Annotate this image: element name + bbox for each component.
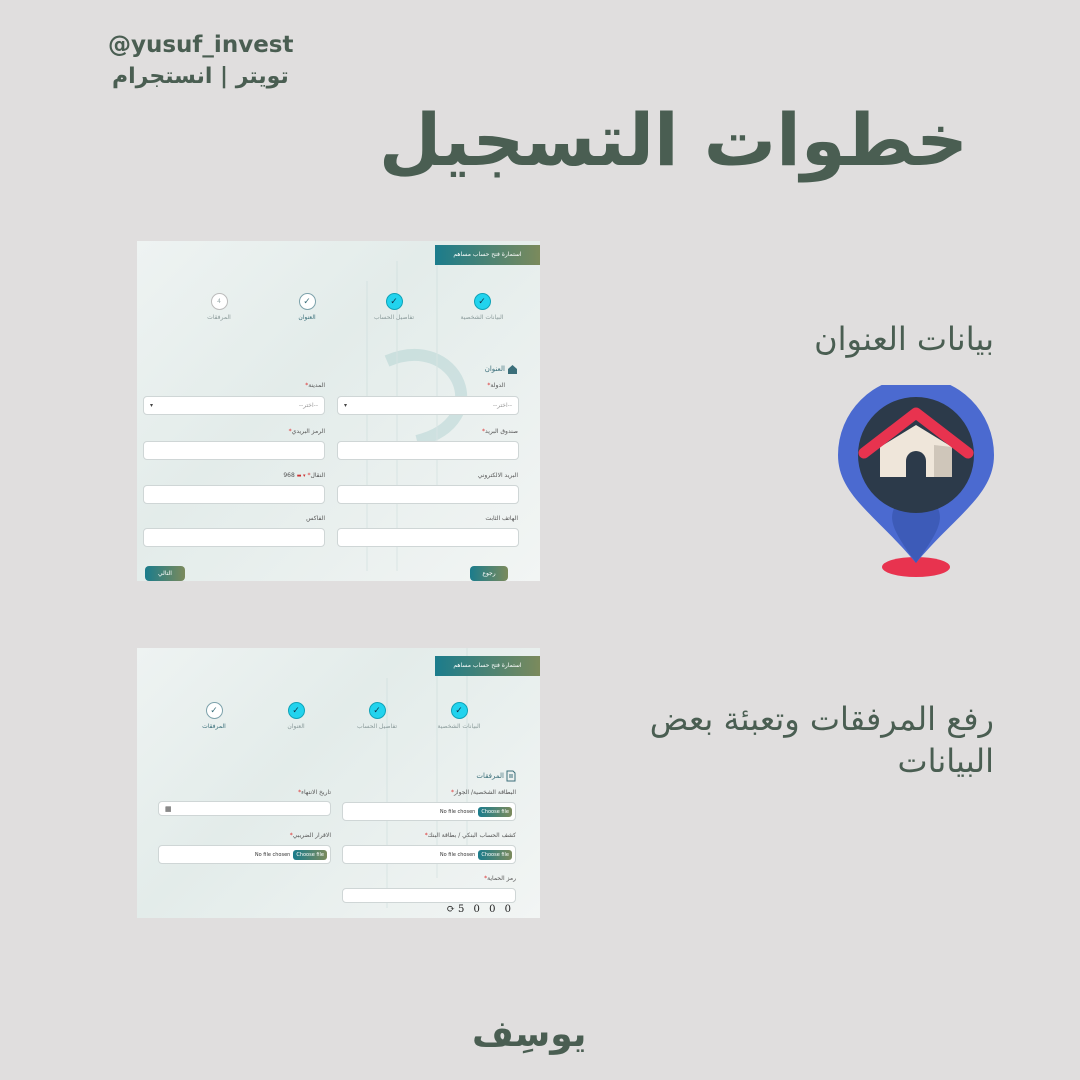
email-label: البريد الالكتروني bbox=[477, 472, 518, 479]
mobile-label: النقال* ▾ ▬ 968 bbox=[283, 472, 325, 479]
chevron-down-icon: ▾ bbox=[344, 402, 348, 409]
bank-statement-file-input[interactable] bbox=[342, 845, 516, 864]
choose-file-button[interactable]: Choose file bbox=[293, 850, 327, 860]
postal-code-label: الرمز البريدي* bbox=[288, 428, 325, 435]
choose-file-button[interactable]: Choose file bbox=[478, 850, 512, 860]
step-label: العنوان bbox=[298, 314, 316, 321]
step-account-details[interactable] bbox=[352, 702, 402, 730]
captcha-image: ⟳5 0 0 0 bbox=[446, 904, 514, 915]
security-code-input[interactable] bbox=[342, 888, 516, 903]
step-label: المرفقات bbox=[207, 314, 231, 321]
country-select[interactable] bbox=[337, 396, 519, 415]
select-placeholder: --اختر-- bbox=[492, 402, 512, 409]
check-icon: ✓ bbox=[474, 293, 491, 310]
social-handle: @yusuf_invest bbox=[108, 32, 294, 58]
step-attachments[interactable] bbox=[194, 293, 244, 321]
step-label: تفاصيل الحساب bbox=[356, 723, 398, 730]
step-label: العنوان bbox=[287, 723, 305, 730]
file-status: No file chosen bbox=[439, 851, 476, 858]
section-title: المرفقات bbox=[476, 770, 516, 782]
fax-label: الفاكس bbox=[306, 515, 325, 522]
check-icon: ✓ bbox=[369, 702, 386, 719]
step-address[interactable] bbox=[282, 293, 332, 321]
postal-code-input[interactable] bbox=[143, 441, 325, 460]
section-title: العنوان bbox=[485, 364, 518, 374]
home-icon bbox=[507, 364, 518, 374]
check-icon: ✓ bbox=[206, 702, 223, 719]
landline-input[interactable] bbox=[337, 528, 519, 547]
choose-file-button[interactable]: Choose file bbox=[478, 807, 512, 817]
step-label: البيانات الشخصية bbox=[460, 314, 504, 321]
country-label: الدولة* bbox=[487, 382, 505, 389]
expiry-date-label: تاريخ الانتهاء* bbox=[298, 789, 331, 796]
mobile-input[interactable] bbox=[143, 485, 325, 504]
check-icon: ✓ bbox=[288, 702, 305, 719]
step-circle: 4 bbox=[211, 293, 228, 310]
signature-logo: يوسِف bbox=[472, 1014, 587, 1055]
step-label: البيانات الشخصية bbox=[437, 723, 481, 730]
back-button[interactable]: رجوع bbox=[470, 566, 508, 581]
check-icon: ✓ bbox=[451, 702, 468, 719]
step-address[interactable] bbox=[271, 702, 321, 730]
step-attachments[interactable] bbox=[189, 702, 239, 730]
refresh-icon[interactable]: ⟳ bbox=[446, 904, 458, 915]
fax-input[interactable] bbox=[143, 528, 325, 547]
address-form-screenshot bbox=[137, 241, 540, 581]
email-input[interactable] bbox=[337, 485, 519, 504]
location-pin-house-icon bbox=[836, 385, 996, 580]
po-box-input[interactable] bbox=[337, 441, 519, 460]
landline-label: الهاتف الثابت bbox=[485, 515, 518, 522]
document-icon bbox=[506, 770, 516, 782]
platforms-text: تويتر | انستجرام bbox=[112, 64, 289, 89]
expiry-date-input[interactable] bbox=[158, 801, 331, 816]
security-code-label: رمز الحماية* bbox=[484, 875, 516, 882]
bank-statement-label: كشف الحساب البنكي / بطاقة البنك* bbox=[424, 832, 516, 839]
step-label: المرفقات bbox=[202, 723, 226, 730]
flag-icon: ▾ ▬ bbox=[296, 473, 306, 479]
step-personal-data[interactable] bbox=[457, 293, 507, 321]
check-icon: ✓ bbox=[386, 293, 403, 310]
tax-declaration-file-input[interactable] bbox=[158, 845, 331, 864]
file-status: No file chosen bbox=[439, 808, 476, 815]
city-label: المدينة* bbox=[305, 382, 325, 389]
form-header: استمارة فتح حساب مساهم bbox=[435, 656, 540, 676]
step-account-details[interactable] bbox=[369, 293, 419, 321]
country-code: 968 bbox=[283, 472, 295, 479]
id-passport-file-input[interactable] bbox=[342, 802, 516, 821]
check-icon: ✓ bbox=[299, 293, 316, 310]
po-box-label: صندوق البريد* bbox=[482, 428, 518, 435]
file-status: No file chosen bbox=[254, 851, 291, 858]
form-header: استمارة فتح حساب مساهم bbox=[435, 245, 540, 265]
background-pattern bbox=[137, 648, 540, 918]
step-personal-data[interactable] bbox=[434, 702, 484, 730]
calendar-icon[interactable]: ▦ bbox=[165, 804, 172, 813]
next-button[interactable]: التالي bbox=[145, 566, 185, 581]
step-label: تفاصيل الحساب bbox=[373, 314, 415, 321]
step-label-address: بيانات العنوان bbox=[814, 320, 994, 358]
city-select[interactable] bbox=[143, 396, 325, 415]
step-label-attachments: رفع المرفقات وتعبئة بعض البيانات bbox=[649, 700, 994, 780]
select-placeholder: --اختر-- bbox=[298, 402, 318, 409]
page-title: خطوات التسجيل bbox=[378, 98, 968, 182]
tax-declaration-label: الاقرار الضريبي* bbox=[289, 832, 331, 839]
chevron-down-icon: ▾ bbox=[150, 402, 154, 409]
attachments-form-screenshot bbox=[137, 648, 540, 918]
id-passport-label: البطاقة الشخصية/ الجواز* bbox=[451, 789, 516, 796]
